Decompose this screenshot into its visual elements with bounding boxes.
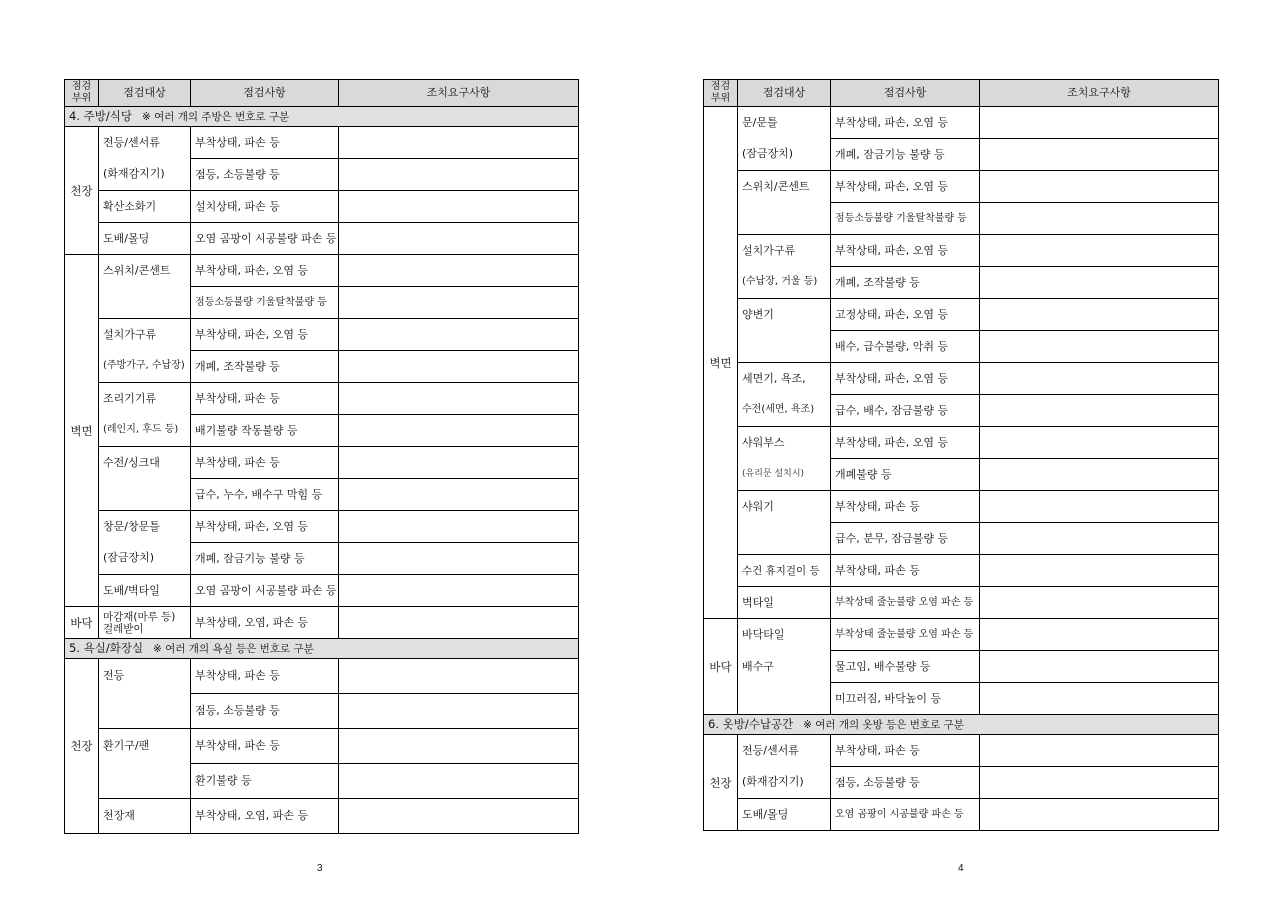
target-cell: 샤워기 xyxy=(738,491,831,523)
item-cell: 점등소등불량 기울탈착불량 등 xyxy=(191,287,339,319)
location-floor: 바닥 xyxy=(704,619,738,715)
action-input[interactable] xyxy=(339,694,579,729)
item-cell: 부착상태, 파손 등 xyxy=(191,659,339,694)
action-input[interactable] xyxy=(980,363,1219,395)
header-item: 점검사항 xyxy=(831,80,980,107)
location-floor: 바닥 xyxy=(65,607,99,639)
header-target: 점검대상 xyxy=(99,80,191,107)
section-note: ※ 여러 개의 옷방 등은 번호로 구분 xyxy=(803,719,964,731)
item-cell: 배기불량 작동불량 등 xyxy=(191,415,339,447)
action-input[interactable] xyxy=(339,799,579,834)
header-action: 조치요구사항 xyxy=(339,80,579,107)
section-title: 5. 욕실/화장실 xyxy=(69,641,144,655)
target-cell: 창문/창문틀 xyxy=(99,511,191,543)
section-closet xyxy=(704,715,1219,735)
item-cell: 오염 곰팡이 시공불량 파손 등 xyxy=(831,799,980,831)
item-cell: 급수, 누수, 배수구 막힘 등 xyxy=(191,479,339,511)
item-cell: 점등, 소등불량 등 xyxy=(831,767,980,799)
action-input[interactable] xyxy=(339,511,579,543)
action-input[interactable] xyxy=(980,235,1219,267)
target-cell: 전등 xyxy=(99,659,191,694)
action-input[interactable] xyxy=(339,447,579,479)
header-action: 조치요구사항 xyxy=(980,80,1219,107)
target-cell xyxy=(738,683,831,715)
page-number: 3 xyxy=(317,863,323,874)
header-item: 점검사항 xyxy=(191,80,339,107)
item-cell: 오염 곰팡이 시공불량 파손 등 xyxy=(191,223,339,255)
target-cell xyxy=(738,523,831,555)
item-cell: 부착상태, 파손, 오염 등 xyxy=(831,107,980,139)
item-cell: 부착상태 줄눈불량 오염 파손 등 xyxy=(831,619,980,651)
location-ceiling: 천장 xyxy=(65,659,99,834)
target-cell: 문/문틀 xyxy=(738,107,831,139)
section-note: ※ 여러 개의 주방은 번호로 구분 xyxy=(141,111,290,123)
target-cell: (화재감지기) xyxy=(99,159,191,191)
target-cell: 수건 휴지걸이 등 xyxy=(738,555,831,587)
action-input[interactable] xyxy=(339,319,579,351)
action-input[interactable] xyxy=(339,383,579,415)
target-cell xyxy=(738,203,831,235)
item-cell: 배수, 급수불량, 악취 등 xyxy=(831,331,980,363)
item-cell: 고정상태, 파손, 오염 등 xyxy=(831,299,980,331)
section-bathroom xyxy=(65,639,579,659)
target-cell xyxy=(99,694,191,729)
item-cell: 설치상태, 파손 등 xyxy=(191,191,339,223)
item-cell: 물고임, 배수불량 등 xyxy=(831,651,980,683)
target-cell: (화재감지기) xyxy=(738,767,831,799)
target-cell: (잠금장치) xyxy=(99,543,191,575)
action-input[interactable] xyxy=(339,191,579,223)
action-input[interactable] xyxy=(980,683,1219,715)
target-cell: (주방가구, 수납장) xyxy=(99,351,191,383)
action-input[interactable] xyxy=(339,607,579,639)
item-cell: 부착상태, 오염, 파손 등 xyxy=(191,799,339,834)
item-cell: 부착상태, 파손, 오염 등 xyxy=(831,363,980,395)
item-cell: 부착상태 줄눈불량 오염 파손 등 xyxy=(831,587,980,619)
item-cell: 개폐, 잠금기능 불량 등 xyxy=(831,139,980,171)
item-cell: 오염 곰팡이 시공불량 파손 등 xyxy=(191,575,339,607)
action-input[interactable] xyxy=(339,255,579,287)
item-cell: 부착상태, 파손, 오염 등 xyxy=(831,427,980,459)
target-cell: 전등/센서류 xyxy=(738,735,831,767)
action-input[interactable] xyxy=(339,287,579,319)
target-cell: 도배/몰딩 xyxy=(738,799,831,831)
item-cell: 부착상태, 파손 등 xyxy=(831,555,980,587)
item-cell: 점등소등불량 기울탈착불량 등 xyxy=(831,203,980,235)
action-input[interactable] xyxy=(980,299,1219,331)
item-cell: 부착상태, 파손, 오염 등 xyxy=(191,319,339,351)
target-cell xyxy=(99,764,191,799)
page-4 xyxy=(640,0,1280,905)
target-cell xyxy=(99,287,191,319)
location-ceiling: 천장 xyxy=(704,735,738,831)
action-input[interactable] xyxy=(980,651,1219,683)
action-input[interactable] xyxy=(980,523,1219,555)
target-cell: 스위치/콘센트 xyxy=(99,255,191,287)
item-cell: 부착상태, 파손 등 xyxy=(831,491,980,523)
target-cell: 설치가구류 xyxy=(99,319,191,351)
action-input[interactable] xyxy=(980,799,1219,831)
target-cell: 샤워부스 xyxy=(738,427,831,459)
item-cell: 급수, 분무, 잠금불량 등 xyxy=(831,523,980,555)
item-cell: 부착상태, 파손, 오염 등 xyxy=(831,235,980,267)
item-cell: 점등, 소등불량 등 xyxy=(191,159,339,191)
location-wall: 벽면 xyxy=(704,107,738,619)
target-cell: (레인지, 후드 등) xyxy=(99,415,191,447)
target-cell: 도배/몰딩 xyxy=(99,223,191,255)
target-cell: 양변기 xyxy=(738,299,831,331)
target-cell: 환기구/팬 xyxy=(99,729,191,764)
action-input[interactable] xyxy=(980,459,1219,491)
target-cell: (유리문 설치시) xyxy=(738,459,831,491)
action-input[interactable] xyxy=(980,427,1219,459)
target-cell: 배수구 xyxy=(738,651,831,683)
target-cell: 조리기기류 xyxy=(99,383,191,415)
target-cell: 수전(세면, 욕조) xyxy=(738,395,831,427)
item-cell: 미끄러짐, 바닥높이 등 xyxy=(831,683,980,715)
action-input[interactable] xyxy=(339,543,579,575)
header-location: 점검부위 xyxy=(65,80,99,107)
action-input[interactable] xyxy=(339,351,579,383)
action-input[interactable] xyxy=(980,107,1219,139)
target-cell: 벽타일 xyxy=(738,587,831,619)
action-input[interactable] xyxy=(339,659,579,694)
item-cell: 부착상태, 파손, 오염 등 xyxy=(191,255,339,287)
action-input[interactable] xyxy=(980,735,1219,767)
page-number: 4 xyxy=(958,863,964,874)
action-input[interactable] xyxy=(339,729,579,764)
location-wall: 벽면 xyxy=(65,255,99,607)
target-cell: 바닥타일 xyxy=(738,619,831,651)
target-cell: 스위치/콘센트 xyxy=(738,171,831,203)
item-cell: 개폐, 조작불량 등 xyxy=(831,267,980,299)
item-cell: 부착상태, 파손 등 xyxy=(191,383,339,415)
action-input[interactable] xyxy=(980,619,1219,651)
item-cell: 개폐, 조작불량 등 xyxy=(191,351,339,383)
action-input[interactable] xyxy=(339,159,579,191)
target-cell: (수납장, 거울 등) xyxy=(738,267,831,299)
action-input[interactable] xyxy=(980,171,1219,203)
target-cell: 전등/센서류 xyxy=(99,127,191,159)
item-cell: 부착상태, 파손 등 xyxy=(831,735,980,767)
action-input[interactable] xyxy=(980,331,1219,363)
target-cell: (잠금장치) xyxy=(738,139,831,171)
item-cell: 환기불량 등 xyxy=(191,764,339,799)
section-title: 4. 주방/식당 xyxy=(69,109,132,123)
item-cell: 급수, 배수, 잠금불량 등 xyxy=(831,395,980,427)
item-cell: 개폐불량 등 xyxy=(831,459,980,491)
target-cell: 세면기, 욕조, xyxy=(738,363,831,395)
item-cell: 부착상태, 파손 등 xyxy=(191,127,339,159)
action-input[interactable] xyxy=(980,491,1219,523)
item-cell: 부착상태, 오염, 파손 등 xyxy=(191,607,339,639)
target-cell: 천장재 xyxy=(99,799,191,834)
action-input[interactable] xyxy=(980,555,1219,587)
action-input[interactable] xyxy=(339,415,579,447)
header-target: 점검대상 xyxy=(738,80,831,107)
action-input[interactable] xyxy=(980,203,1219,235)
action-input[interactable] xyxy=(980,587,1219,619)
action-input[interactable] xyxy=(339,127,579,159)
action-input[interactable] xyxy=(339,764,579,799)
target-cell: 수전/싱크대 xyxy=(99,447,191,479)
inspection-table-right xyxy=(703,79,1219,831)
target-cell xyxy=(99,479,191,511)
header-location: 점검부위 xyxy=(704,80,738,107)
section-title: 6. 옷방/수납공간 xyxy=(708,717,794,731)
action-input[interactable] xyxy=(980,139,1219,171)
item-cell: 개폐, 잠금기능 불량 등 xyxy=(191,543,339,575)
target-cell: 마감재(마루 등) 걸레받이 xyxy=(99,607,191,639)
item-cell: 부착상태, 파손, 오염 등 xyxy=(831,171,980,203)
section-note: ※ 여러 개의 욕실 등은 번호로 구분 xyxy=(153,643,314,655)
action-input[interactable] xyxy=(980,767,1219,799)
target-cell: 확산소화기 xyxy=(99,191,191,223)
location-ceiling: 천장 xyxy=(65,127,99,255)
item-cell: 부착상태, 파손 등 xyxy=(191,729,339,764)
item-cell: 부착상태, 파손 등 xyxy=(191,447,339,479)
target-cell: 도배/벽타일 xyxy=(99,575,191,607)
action-input[interactable] xyxy=(339,575,579,607)
action-input[interactable] xyxy=(980,395,1219,427)
section-kitchen xyxy=(65,107,579,127)
inspection-table-left xyxy=(64,79,579,834)
action-input[interactable] xyxy=(980,267,1219,299)
target-cell: 설치가구류 xyxy=(738,235,831,267)
item-cell: 부착상태, 파손, 오염 등 xyxy=(191,511,339,543)
action-input[interactable] xyxy=(339,479,579,511)
action-input[interactable] xyxy=(339,223,579,255)
item-cell: 점등, 소등불량 등 xyxy=(191,694,339,729)
target-cell xyxy=(738,331,831,363)
